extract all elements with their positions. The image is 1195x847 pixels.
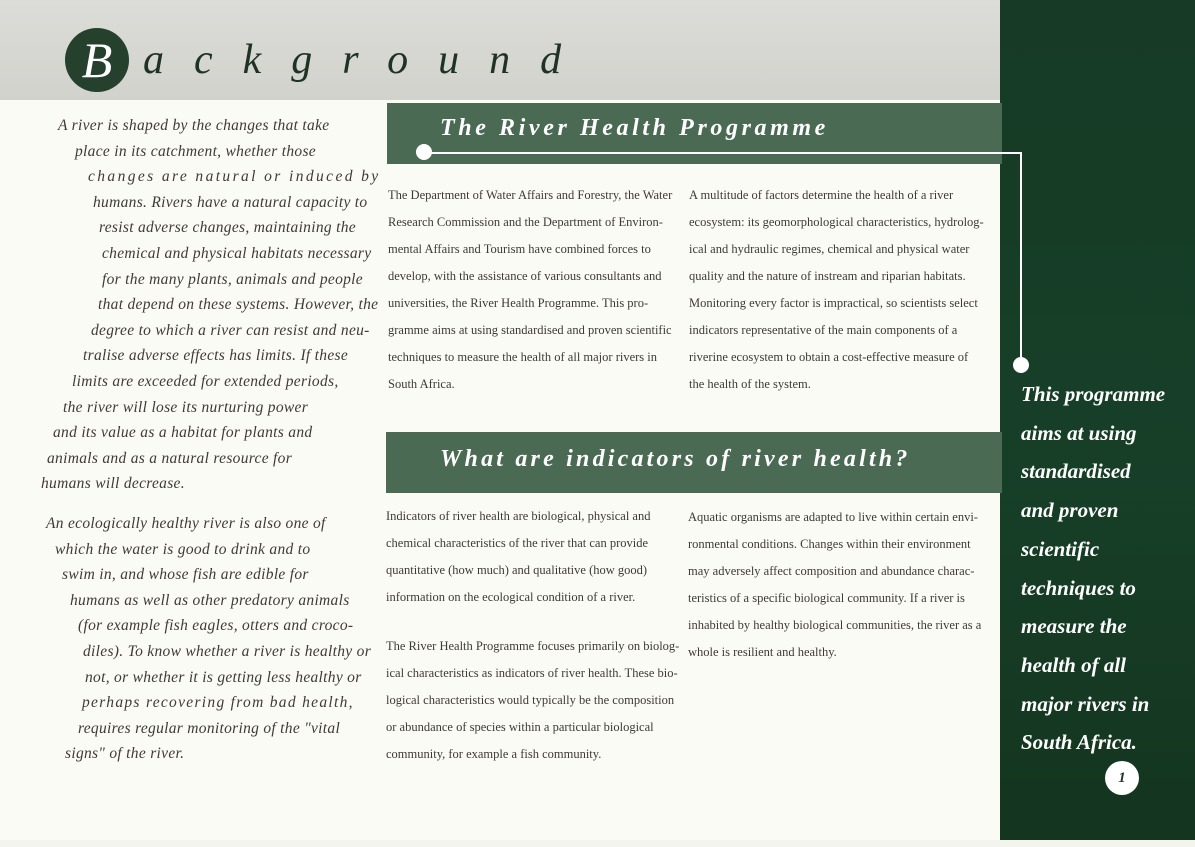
title-initial-circle: B — [65, 28, 129, 92]
page-number: 1 — [1105, 761, 1139, 795]
section-heading-banner — [386, 432, 1002, 493]
pull-quote-line: aims at using — [1021, 420, 1137, 445]
intro-line: that depend on these systems. However, the — [98, 296, 379, 314]
intro-line: resist adverse changes, maintaining the — [99, 219, 356, 237]
bullet-dot-icon — [416, 144, 432, 160]
intro-line: requires regular monitoring of the "vital — [78, 719, 341, 737]
body-line: gramme aims at using standardised and proven scientific — [388, 323, 672, 337]
pull-quote-line: health of all — [1021, 652, 1127, 677]
body-line: mental Affairs and Tourism have combined forces to — [388, 242, 651, 256]
body-line: A multitude of factors determine the health of a river — [689, 188, 954, 202]
body-line: techniques to measure the health of all major rivers in — [388, 350, 658, 364]
pull-quote-line: major rivers in — [1021, 691, 1150, 716]
body-line: Research Commission and the Department of Environ- — [388, 215, 663, 229]
intro-line: and its value as a habitat for plants and — [53, 424, 313, 442]
body-line: Indicators of river health are biological, physical and — [386, 509, 651, 523]
bullet-dot-icon — [1013, 357, 1029, 373]
pull-quote-line: techniques to — [1021, 575, 1136, 600]
body-line: quantitative (how much) and qualitative (how good) — [386, 563, 648, 577]
intro-line: for the many plants, animals and people — [102, 270, 363, 288]
body-line: logical characteristics would typically be the composition — [386, 693, 675, 707]
intro-line: tralise adverse effects has limits. If these — [83, 347, 349, 365]
pull-quote-line: South Africa. — [1021, 730, 1137, 755]
section-heading: What are indicators of river health? — [440, 446, 911, 472]
intro-line: animals and as a natural resource for — [47, 449, 293, 467]
intro-line: which the water is good to drink and to — [55, 540, 311, 558]
body-line: South Africa. — [388, 377, 455, 391]
body-line: Aquatic organisms are adapted to live within certain envi- — [688, 510, 978, 524]
body-line: develop, with the assistance of various consultants and — [388, 269, 662, 283]
pull-quote-line: and proven — [1021, 498, 1119, 523]
pull-quote-line: scientific — [1021, 536, 1100, 561]
body-line: whole is resilient and healthy. — [688, 645, 837, 659]
body-line: quality and the nature of instream and riparian habitats. — [689, 269, 966, 283]
body-line: ical and hydraulic regimes, chemical and physical water — [689, 242, 970, 256]
intro-line: degree to which a river can resist and neu- — [91, 321, 370, 339]
body-line: teristics of a specific biological community. If a river is — [688, 591, 965, 605]
pull-quote-line: standardised — [1021, 459, 1131, 484]
bottom-strip — [0, 840, 1195, 847]
body-line: ical characteristics as indicators of river health. These bio- — [386, 666, 678, 680]
body-line: the health of the system. — [689, 377, 811, 391]
body-line: The Department of Water Affairs and Forestry, the Water — [388, 188, 673, 202]
pull-quote-line: measure the — [1021, 614, 1127, 639]
intro-line: the river will lose its nurturing power — [63, 398, 309, 416]
body-line: inhabited by healthy biological communities, the river as a — [688, 618, 982, 632]
body-line: ecosystem: its geomorphological characteristics, hydrolog- — [689, 215, 984, 229]
body-line: chemical characteristics of the river that can provide — [386, 536, 649, 550]
intro-line: humans. Rivers have a natural capacity to — [93, 193, 368, 211]
body-line: information on the ecological condition of a river. — [386, 590, 636, 604]
intro-line: (for example fish eagles, otters and croco- — [78, 617, 354, 635]
pull-quote — [1021, 375, 1193, 762]
intro-line: perhaps recovering from bad health, — [82, 694, 354, 712]
body-line: ronmental conditions. Changes within their environment — [688, 537, 971, 551]
intro-line: not, or whether it is getting less healthy or — [85, 668, 362, 686]
body-line: riverine ecosystem to obtain a cost-effective measure of — [689, 350, 969, 364]
body-line: indicators representative of the main components of a — [689, 323, 958, 337]
intro-line: diles). To know whether a river is healthy or — [83, 643, 372, 660]
intro-line: humans as well as other predatory animals — [70, 591, 350, 609]
intro-line: changes are natural or induced by — [88, 168, 381, 186]
body-line: universities, the River Health Programme. This pro- — [388, 296, 649, 310]
intro-line: chemical and physical habitats necessary — [102, 245, 372, 262]
connector-line — [1020, 152, 1022, 365]
intro-line: place in its catchment, whether those — [75, 142, 316, 160]
page-title: ackground — [143, 37, 592, 83]
body-line: or abundance of species within a particular biological — [386, 720, 654, 734]
intro-line: signs" of the river. — [65, 745, 185, 763]
body-line: may adversely affect composition and abundance charac- — [688, 564, 975, 578]
intro-line: limits are exceeded for extended periods, — [72, 373, 339, 390]
body-line: The River Health Programme focuses primarily on biolog- — [386, 639, 680, 653]
intro-line: A river is shaped by the changes that take — [58, 117, 330, 134]
body-line: community, for example a fish community. — [386, 747, 602, 761]
intro-line: humans will decrease. — [41, 475, 185, 493]
section-heading: The River Health Programme — [440, 115, 829, 141]
intro-line: swim in, and whose fish are edible for — [62, 566, 309, 584]
section-heading-banner — [387, 103, 1002, 164]
body-line: Monitoring every factor is impractical, so scientists select — [689, 296, 978, 310]
intro-line: An ecologically healthy river is also one of — [46, 515, 326, 532]
pull-quote-line: This programme — [1021, 382, 1166, 406]
connector-line — [423, 152, 1022, 154]
